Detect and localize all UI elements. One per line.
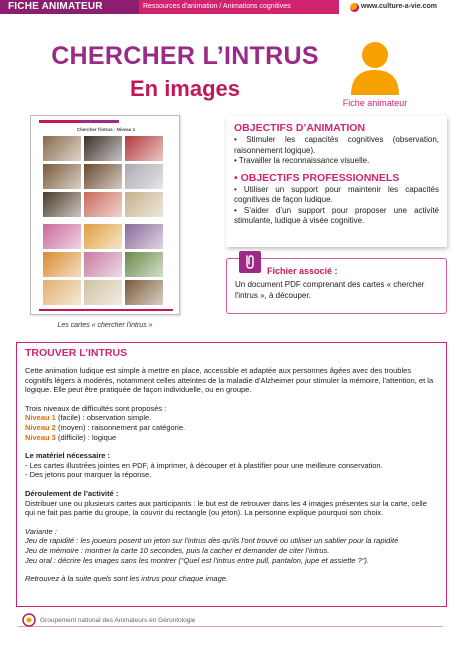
level-label: Niveau 2 (25, 422, 56, 432)
sheet-header-bar (39, 120, 79, 123)
variant-item: Jeu oral : décrire les images sans les montrer (“Quel est l’intrus entre pull, pantalon, jupe et assiette ?”). (25, 555, 369, 565)
card-image (84, 136, 122, 161)
variant-item: Jeu de rapidité : les joueurs posent un jeton sur l'intrus dès qu'ils l'ont trouvé ou utiliser un sablier pour la rapidité (25, 536, 399, 546)
avatar-label: Fiche animateur (342, 98, 408, 108)
associated-file-box[interactable] (226, 258, 447, 314)
cards-caption: Les cartes « chercher l'intrus » (57, 322, 153, 329)
breadcrumb[interactable]: Ressources d'animation / Animations cognitives (139, 0, 339, 14)
card-image (84, 280, 122, 305)
card-image (43, 192, 81, 217)
card-image (125, 252, 163, 277)
card-grid-bottom (43, 224, 169, 305)
card-image (43, 280, 81, 305)
sheet-footer-bar (39, 309, 173, 311)
level-text: (difficile) : logique (55, 432, 117, 442)
card-image (84, 164, 122, 189)
progress-text: Distribuer une ou plusieurs cartes aux participants : le but est de retrouver dans les 4 images présentes sur la carte, celle qui ne fait pas partie du groupe, la couvrir du rectangle (ou jeton). La personne explique pourquoi son choix. (25, 498, 427, 518)
card-image (43, 252, 81, 277)
card-image (84, 192, 122, 217)
sheet-header-bar (79, 120, 119, 123)
cards-preview (30, 115, 180, 315)
site-url[interactable]: www.culture-a-vie.com (361, 3, 437, 10)
sheet-title: Chercher l'intrus - Niveau 1 (76, 127, 136, 132)
user-avatar-icon (345, 40, 405, 95)
pro-objectives-title: • OBJECTIFS PROFESSIONNELS (234, 171, 400, 184)
closing-note: Retrouvez à la suite quels sont les intrus pour chaque image. (25, 574, 229, 584)
material-item: - Des jetons pour marquer la réponse. (25, 470, 152, 480)
file-title: Fichier associé : (267, 266, 338, 276)
materials-title: Le matériel nécessaire : (25, 451, 111, 461)
card-image (125, 224, 163, 249)
header-bar (0, 0, 459, 14)
file-description: Un document PDF comprenant des cartes « chercher l'intrus », à découper. (235, 280, 425, 300)
organization-logo-icon (22, 613, 36, 627)
material-item: - Les cartes illustrées jointes en PDF, à imprimer, à découper et à plastifier pour une meilleure conservation. (25, 460, 383, 470)
paperclip-icon (239, 251, 261, 273)
card-image (43, 164, 81, 189)
footer-text: Groupement national des Animateurs en Gérontologie (40, 616, 196, 624)
card-image (84, 224, 122, 249)
site-logo-icon (350, 3, 359, 12)
level-item (25, 433, 438, 443)
card-image (125, 136, 163, 161)
pro-objective-item: • Utiliser un support pour maintenir les capacités cognitives de façon ludique. (234, 184, 439, 204)
level-text: (facile) : observation simple. (55, 413, 152, 423)
level-item (25, 423, 438, 433)
level-item (25, 413, 438, 423)
footer (22, 613, 195, 627)
animation-objective-item: • Stimuler les capacités cognitives (observation, raisonnement logique). (234, 135, 439, 155)
card-image (43, 136, 81, 161)
animation-objectives-title: OBJECTIFS D’ANIMATION (234, 122, 366, 134)
variant-item: Jeu de mémoire : montrer la carte 10 secondes, puis la cacher et demander de citer l’intrus. (25, 545, 330, 555)
animation-objective-item: • Travailler la reconnaissance visuelle. (234, 156, 370, 165)
card-image (84, 252, 122, 277)
levels-intro: Trois niveaux de difficultés sont proposés : (25, 403, 167, 413)
card-image (125, 164, 163, 189)
site-link[interactable] (350, 1, 437, 13)
progress-title: Déroulement de l’activité : (25, 488, 119, 498)
objectives-box (226, 116, 447, 247)
pro-objective-item: • S’aider d’un support pour proposer une activité stimulante, ludique à visée cognitive. (234, 205, 439, 225)
page-subtitle: En images (129, 76, 241, 101)
brand-label: FICHE ANIMATEUR (0, 0, 139, 14)
intro-text: Cette animation ludique est simple à mettre en place, accessible et adaptée aux personnes âgées avec des troubles cognitifs légers à modérés, notamment celles atteintes de la maladie d’Alzheimer pour stimuler la mémoire, l’attention, et la logique. Elle peut être pratiquée de façon individuelle, ou en groupe. (25, 366, 434, 395)
card-grid-top (43, 136, 169, 217)
card-image (125, 280, 163, 305)
section-title: TROUVER L’INTRUS (25, 347, 128, 359)
level-label: Niveau 3 (25, 432, 56, 442)
level-text: (moyen) : raisonnement par catégorie. (55, 422, 186, 432)
page-title: CHERCHER L’INTRUS (51, 42, 319, 70)
variant-title: Variante : (25, 526, 57, 536)
card-image (43, 224, 81, 249)
level-label: Niveau 1 (25, 413, 56, 423)
card-image (125, 192, 163, 217)
main-content-box (16, 342, 447, 607)
